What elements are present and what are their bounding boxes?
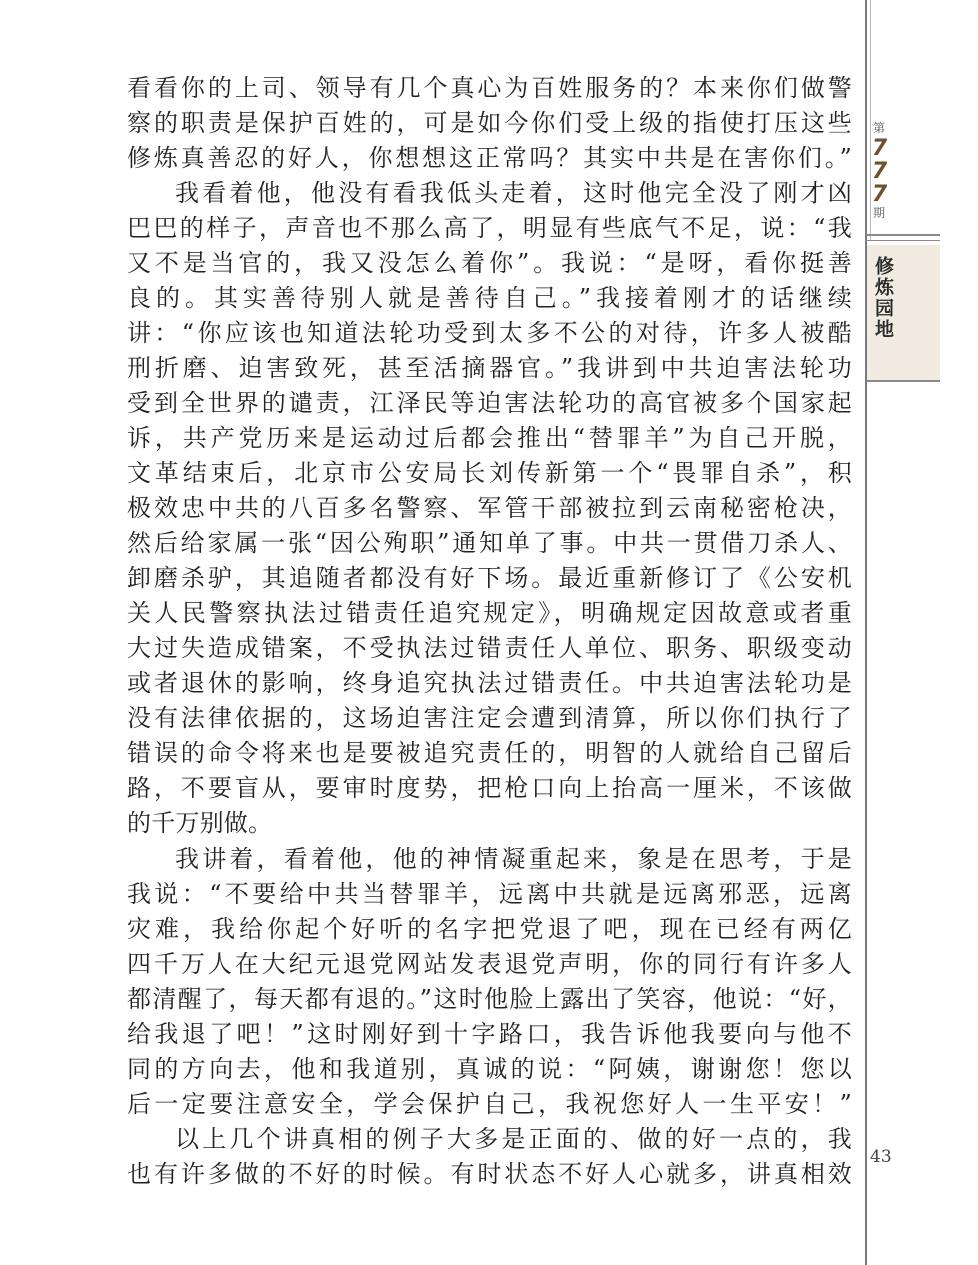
text-line: 文革结束后，北京市公安局长刘传新第一个“畏罪自杀”，积 <box>127 459 852 487</box>
text-line: 也有许多做的不好的时候。有时状态不好人心就多，讲真相效 <box>127 1160 852 1188</box>
text-line: 刑折磨、迫害致死，甚至活摘器官。”我讲到中共迫害法轮功 <box>127 354 852 382</box>
issue-suffix: 期 <box>872 206 885 220</box>
text-line: 修炼真善忍的好人，你想想这正常吗？其实中共是在害你们。” <box>127 144 852 172</box>
issue-prefix: 第 <box>872 121 885 135</box>
issue-marker <box>867 120 891 221</box>
text-line: 的千万别做。 <box>127 809 273 837</box>
text-line: 看看你的上司、领导有几个真心为百姓服务的？本来你们做警 <box>127 74 852 102</box>
page-number: 43 <box>870 1147 892 1167</box>
text-line: 或者退休的影响，终身追究执法过错责任。中共迫害法轮功是 <box>127 669 852 697</box>
text-line: 以上几个讲真相的例子大多是正面的、做的好一点的，我 <box>175 1125 852 1153</box>
text-line: 后一定要注意安全，学会保护自己，我祝您好人一生平安！” <box>127 1090 852 1118</box>
issue-number: 777 <box>867 136 892 205</box>
text-line: 错误的命令将来也是要被追究责任的，明智的人就给自己留后 <box>127 739 852 767</box>
text-line: 极效忠中共的八百多名警察、军管干部被拉到云南秘密枪决， <box>127 494 852 522</box>
section-title: 修炼园地 <box>872 256 894 340</box>
text-line: 没有法律依据的，这场迫害注定会遭到清算，所以你们执行了 <box>127 704 852 732</box>
section-divider <box>867 234 940 241</box>
text-line: 四千万人在大纪元退党网站发表退党声明，你的同行有许多人 <box>127 950 852 978</box>
text-line: 又不是当官的，我又没怎么着你”。我说：“是呀，看你挺善 <box>127 249 852 277</box>
text-line: 卸磨杀驴，其追随者都没有好下场。最近重新修订了《公安机 <box>127 564 852 592</box>
text-line: 大过失造成错案，不受执法过错责任人单位、职务、职级变动 <box>127 634 852 662</box>
text-line: 察的职责是保护百姓的，可是如今你们受上级的指使打压这些 <box>127 109 852 137</box>
text-line: 讲：“你应该也知道法轮功受到太多不公的对待，许多人被酷 <box>127 319 852 347</box>
text-line: 受到全世界的谴责，江泽民等迫害法轮功的高官被多个国家起 <box>127 389 852 417</box>
text-line: 给我退了吧！”这时刚好到十字路口，我告诉他我要向与他不 <box>127 1020 852 1048</box>
text-line: 路，不要盲从，要审时度势，把枪口向上抬高一厘米，不该做 <box>127 774 852 802</box>
text-line: 都清醒了，每天都有退的。”这时他脸上露出了笑容，他说：“好， <box>127 985 852 1013</box>
text-line: 然后给家属一张“因公殉职”通知单了事。中共一贯借刀杀人、 <box>127 529 852 557</box>
text-line: 我讲着，看着他，他的神情凝重起来，象是在思考，于是 <box>175 845 852 873</box>
text-line: 关人民警察执法过错责任追究规定》，明确规定因故意或者重 <box>127 599 852 627</box>
text-line: 同的方向去，他和我道别，真诚的说：“阿姨，谢谢您！您以 <box>127 1055 852 1083</box>
text-line: 巴巴的样子，声音也不那么高了，明显有些底气不足，说：“我 <box>127 214 852 242</box>
text-line: 我说：“不要给中共当替罪羊，远离中共就是远离邪恶，远离 <box>127 880 852 908</box>
text-line: 我看着他，他没有看我低头走着，这时他完全没了刚才凶 <box>175 179 852 207</box>
text-line: 良的。其实善待别人就是善待自己。”我接着刚才的话继续 <box>127 284 852 312</box>
text-line: 灾难，我给你起个好听的名字把党退了吧，现在已经有两亿 <box>127 915 852 943</box>
text-line: 诉，共产党历来是运动过后都会推出“替罪羊”为自己开脱， <box>127 424 852 452</box>
